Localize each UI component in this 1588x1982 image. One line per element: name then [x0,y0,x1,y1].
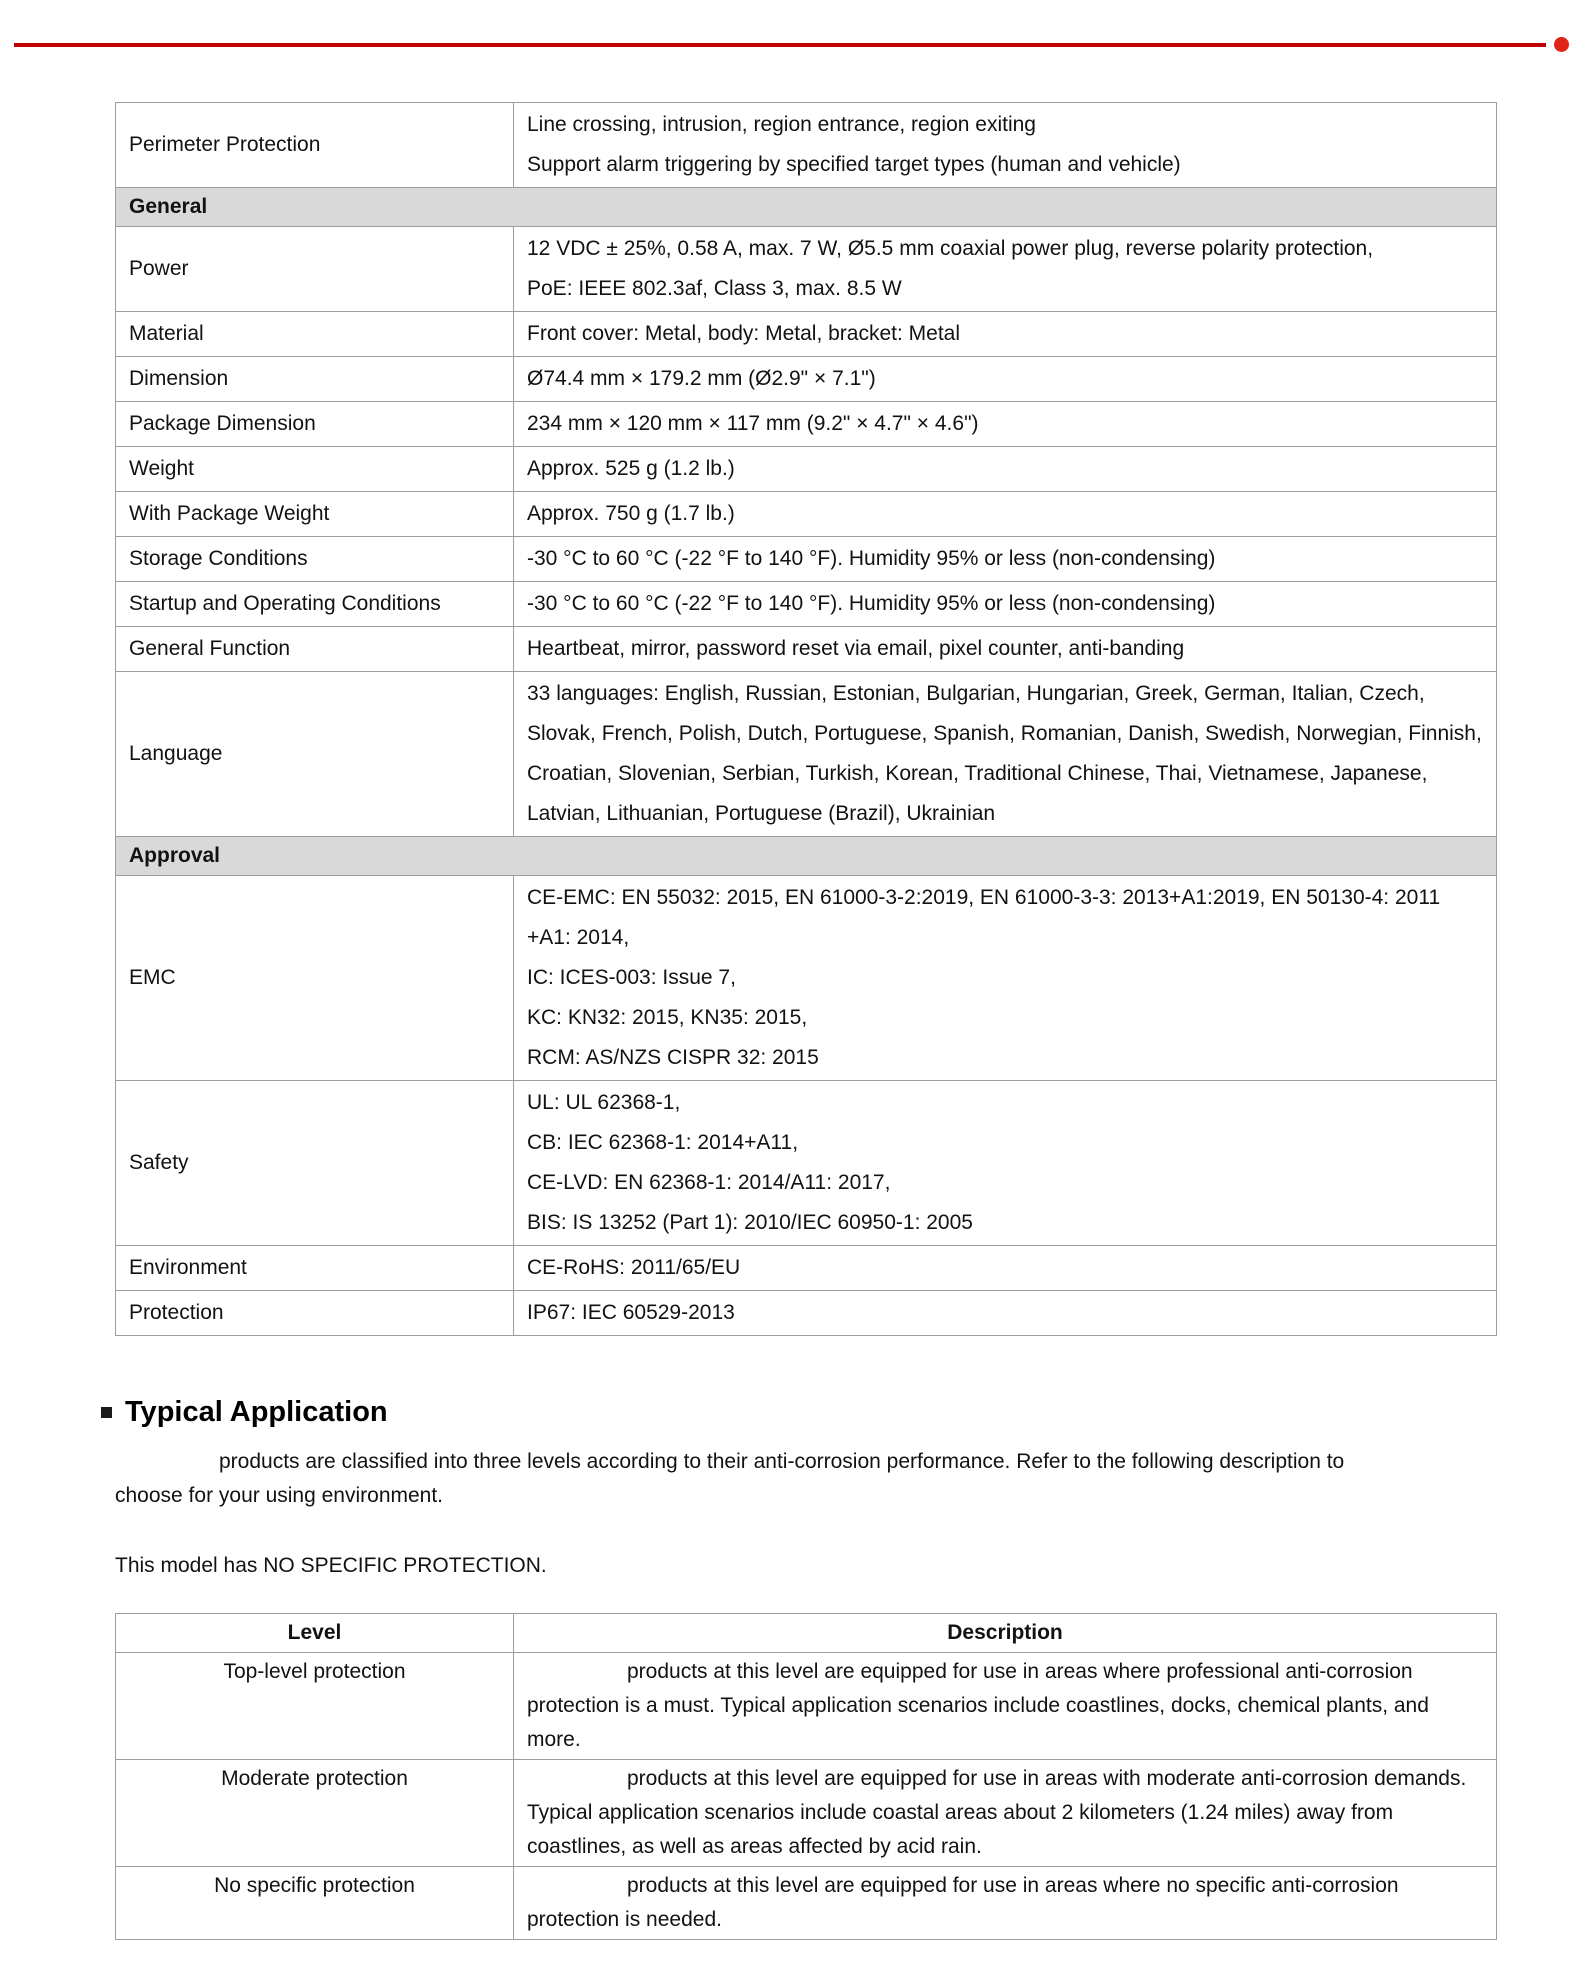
spec-table-row [116,1246,1497,1291]
spec-section-label: Approval [116,837,1497,876]
spec-table-row [116,402,1497,447]
spec-value-line: -30 °C to 60 °C (-22 °F to 140 °F). Humidity 95% or less (non-condensing) [527,592,1216,615]
spec-table [115,102,1497,1336]
spec-table-row [116,1291,1497,1336]
spec-value [514,537,1497,582]
header-accent-line [14,43,1546,47]
spec-value [514,672,1497,837]
spec-value-line: Line crossing, intrusion, region entrance, region exiting [527,113,1036,136]
spec-section-row [116,837,1497,876]
spec-value [514,447,1497,492]
spec-value-line: BIS: IS 13252 (Part 1): 2010/IEC 60950-1: 2005 [527,1211,973,1234]
spec-value-line: IC: ICES-003: Issue 7, [527,966,736,989]
intro-paragraph: products are classified into three levels according to their anti-corrosion performance. Refer to the following description to choose for your using environment. [115,1450,1345,1507]
spec-value [514,312,1497,357]
spec-value-line: -30 °C to 60 °C (-22 °F to 140 °F). Humidity 95% or less (non-condensing) [527,547,1216,570]
spec-section-row [116,188,1497,227]
spec-value [514,582,1497,627]
spec-table-row [116,537,1497,582]
spec-table-row [116,227,1497,312]
protection-level-table [115,1613,1497,1940]
spec-table-row [116,582,1497,627]
spec-table-row [116,492,1497,537]
spec-label: Dimension [116,357,514,402]
spec-label: Package Dimension [116,402,514,447]
spec-value [514,876,1497,1081]
spec-label: Language [116,672,514,837]
spec-label: Material [116,312,514,357]
description-column-header: Description [514,1614,1497,1653]
spec-table-row [116,447,1497,492]
level-table-row [116,1867,1497,1940]
header-accent-dot [1554,37,1569,52]
level-column-header: Level [116,1614,514,1653]
spec-label: Perimeter Protection [116,103,514,188]
spec-value [514,227,1497,312]
level-name: Moderate protection [116,1760,514,1867]
spec-value-line: CE-RoHS: 2011/65/EU [527,1256,741,1279]
protection-note: This model has NO SPECIFIC PROTECTION. [115,1554,547,1577]
spec-value [514,627,1497,672]
spec-value [514,357,1497,402]
spec-value-line: CE-EMC: EN 55032: 2015, EN 61000-3-2:2019, EN 61000-3-3: 2013+A1:2019, EN 50130-4: 2011 +A1: 2014, [527,886,1441,949]
spec-value [514,103,1497,188]
spec-value-line: PoE: IEEE 802.3af, Class 3, max. 8.5 W [527,277,902,300]
spec-value-line: Ø74.4 mm × 179.2 mm (Ø2.9" × 7.1") [527,367,876,390]
content-area [115,102,1497,1940]
spec-value-line: Front cover: Metal, body: Metal, bracket: Metal [527,322,961,345]
typical-application-heading [101,1396,1497,1429]
spec-table-row [116,672,1497,837]
spec-label: With Package Weight [116,492,514,537]
level-description: products at this level are equipped for use in areas where no specific anti-corrosion protection is needed. [514,1867,1497,1940]
level-table-row [116,1653,1497,1760]
spec-value-line: KC: KN32: 2015, KN35: 2015, [527,1006,808,1029]
spec-table-row [116,1081,1497,1246]
spec-value-line: 33 languages: English, Russian, Estonian, Bulgarian, Hungarian, Greek, German, Italian, Czech, Slovak, French, Polish, Dutch, Portuguese, Spanish, Romanian, Danish, Swedish, Norwegian, Finnish, Croatian, Slovenian, Serbian, Turkish, Korean, Traditional Chinese, Thai, Vietnamese, Japanese, Latvian, Lithuanian, Portuguese (Brazil), Ukrainian [527,682,1482,825]
spec-value [514,1291,1497,1336]
level-name: No specific protection [116,1867,514,1940]
spec-label: Startup and Operating Conditions [116,582,514,627]
spec-section-label: General [116,188,1497,227]
spec-label: Safety [116,1081,514,1246]
spec-label: Weight [116,447,514,492]
spec-label: General Function [116,627,514,672]
spec-label: Environment [116,1246,514,1291]
square-bullet-icon [101,1407,112,1418]
spec-table-row [116,103,1497,188]
level-name: Top-level protection [116,1653,514,1760]
level-table-row [116,1760,1497,1867]
spec-label: Power [116,227,514,312]
spec-label: Storage Conditions [116,537,514,582]
spec-value-line: UL: UL 62368-1, [527,1091,681,1114]
heading-text: Typical Application [125,1396,388,1428]
level-description: products at this level are equipped for use in areas where professional anti-corrosion protection is a must. Typical application scenarios include coastlines, docks, chemical plants, and more. [514,1653,1497,1760]
spec-label: EMC [116,876,514,1081]
level-table-header-row [116,1614,1497,1653]
spec-value-line: Support alarm triggering by specified target types (human and vehicle) [527,153,1181,176]
level-description: products at this level are equipped for use in areas with moderate anti-corrosion demands. Typical application scenarios include coastal areas about 2 kilometers (1.24 miles) away from coastlines, as well as areas affected by acid rain. [514,1760,1497,1867]
spec-value [514,492,1497,537]
spec-table-row [116,876,1497,1081]
spec-value-line: RCM: AS/NZS CISPR 32: 2015 [527,1046,819,1069]
spec-value-line: IP67: IEC 60529-2013 [527,1301,735,1324]
spec-value-line: Heartbeat, mirror, password reset via email, pixel counter, anti-banding [527,637,1185,660]
spec-value-line: CE-LVD: EN 62368-1: 2014/A11: 2017, [527,1171,891,1194]
spec-value-line: 12 VDC ± 25%, 0.58 A, max. 7 W, Ø5.5 mm coaxial power plug, reverse polarity protection, [527,237,1374,260]
spec-value-line: Approx. 750 g (1.7 lb.) [527,502,735,525]
spec-value-line: 234 mm × 120 mm × 117 mm (9.2" × 4.7" × 4.6") [527,412,979,435]
spec-table-row [116,627,1497,672]
spec-value-line: Approx. 525 g (1.2 lb.) [527,457,735,480]
spec-table-row [116,357,1497,402]
spec-value [514,1081,1497,1246]
spec-value-line: CB: IEC 62368-1: 2014+A11, [527,1131,799,1154]
spec-value [514,402,1497,447]
spec-table-row [116,312,1497,357]
spec-label: Protection [116,1291,514,1336]
spec-value [514,1246,1497,1291]
